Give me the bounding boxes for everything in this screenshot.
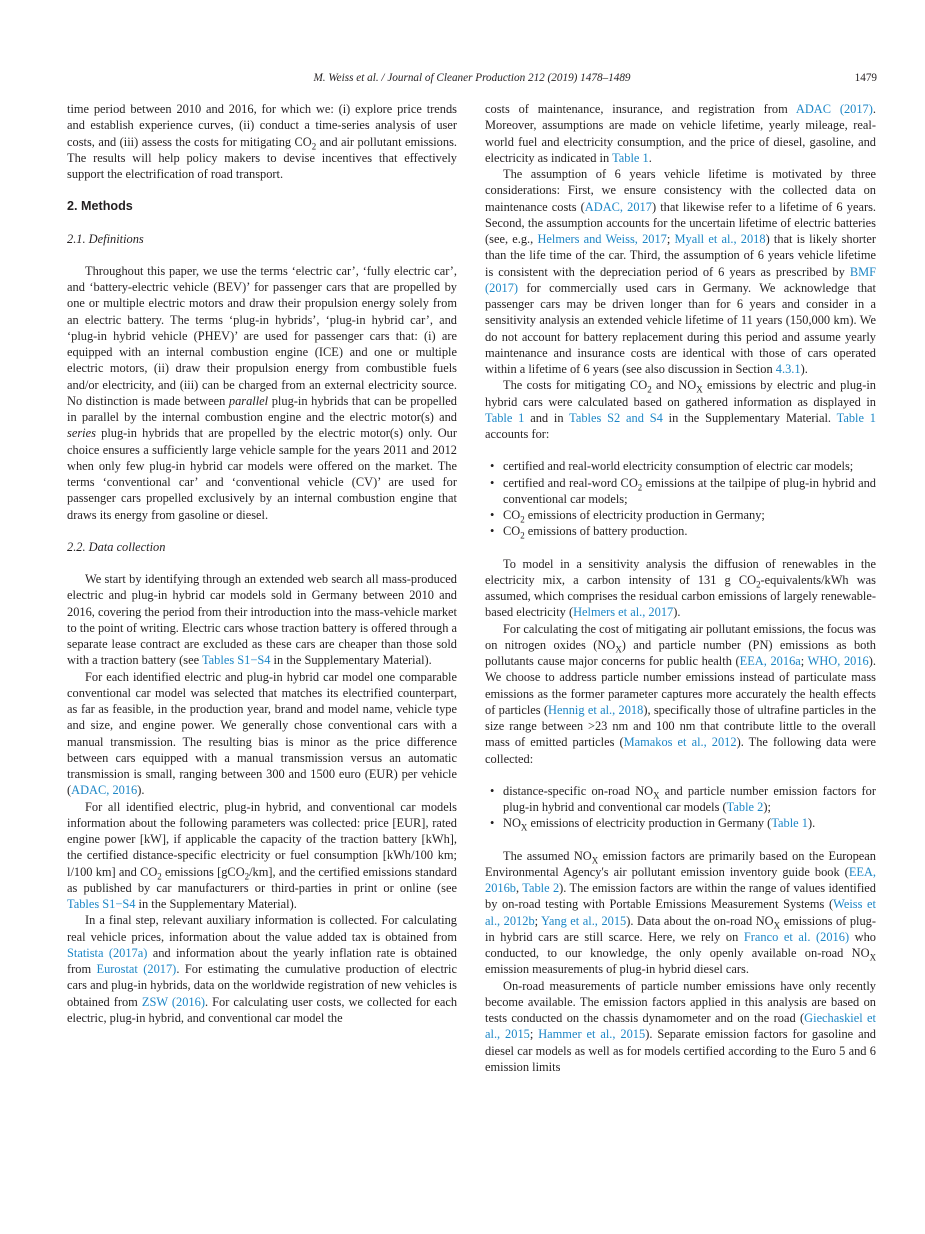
subsection-heading-definitions: 2.1. Definitions bbox=[67, 231, 144, 246]
link-myall-2018[interactable]: Myall et al., 2018 bbox=[674, 232, 766, 246]
list-item: • certified and real-word $CO_2$ emissions at the tailpipe of plug-in hybrid and conventional car models; bbox=[485, 475, 876, 508]
link-eea-2016b[interactable]: EEA, 2016b bbox=[485, 864, 876, 895]
link-eurostat-2017[interactable]: Eurostat (2017) bbox=[96, 962, 177, 976]
list-item: • distance-specific on-road $NO_X$ and particle number emission factors for plug-in hybrid and conventional car models (Table 2); bbox=[485, 783, 876, 816]
link-franco-2016[interactable]: Franco et al. (2016) bbox=[743, 929, 850, 944]
section-heading-methods: 2. Methods bbox=[67, 199, 133, 214]
subsection-heading-data-collection: 2.2. Data collection bbox=[67, 539, 166, 554]
link-giechaskiel-2015[interactable]: Giechaskiel et al., 2015 bbox=[485, 1011, 876, 1042]
link-adac-2017[interactable]: ADAC (2017) bbox=[795, 102, 873, 116]
link-table-1[interactable]: Table 1 bbox=[612, 150, 649, 165]
intro-paragraph: time period between 2010 and 2016, for which we: (i) explore price trends and establish experience curves, (ii) conduct a time-series analysis of user costs, and (iii) assess the costs for mitigating $CO_2$ and air pollutant emissions. The results will help policy makers to devise incentives that effectively support the electrification of road transport. bbox=[67, 102, 457, 181]
link-table-1[interactable]: Table 1 bbox=[485, 410, 525, 425]
link-table-1[interactable]: Table 1 bbox=[771, 816, 808, 831]
data-collection-paragraph-1: We start by identifying through an extended web search all mass-produced electric and plug-in hybrid car models sold in Germany between 2010 and 2016, covering the period from their introduction into the mass-vehicle market to the point of writing. Electric cars whose traction battery is offered through a separate lease contract are excluded as these cars are cheaper than those sold with a traction battery (see Tables S1−S4 in the Supplementary Material). bbox=[67, 572, 457, 668]
link-helmers-2017[interactable]: Helmers et al., 2017 bbox=[573, 605, 674, 620]
table1-items-list bbox=[485, 458, 876, 539]
link-table-1[interactable]: Table 1 bbox=[836, 410, 876, 425]
particle-number-paragraph: On-road measurements of particle number emissions have only recently become available. The emission factors applied in this analysis are based on tests conducted on the chassis dynamometer and on the road (Giechaskiel et al., 2015; Hammer et al., 2015). Separate emission factors for gasoline and diesel car models as well as for models certified according to the Euro 5 and 6 emission limits bbox=[485, 978, 876, 1074]
right-column bbox=[485, 101, 876, 1075]
renewables-paragraph: To model in a sensitivity analysis the diffusion of renewables in the electricity mix, a carbon intensity of 131 g $CO_2-equivalents$/kWh was assumed, which comprises the residual carbon emissions of largely renewable-based electricity (Helmers et al., 2017). bbox=[485, 556, 877, 620]
link-statista-2017a[interactable]: Statista (2017a) bbox=[67, 945, 148, 960]
air-pollutant-paragraph: For calculating the cost of mitigating air pollutant emissions, the focus was on nitrogen oxides $(NO_X)$ and particle number (PN) emissions as both pollutants cause major concerns for public health (EEA, 2016a; WHO, 2016). We choose to address particle number emissions instead of particulate mass emissions as the former parameter captures more accurately the health effects of particles (Hennig et al., 2018), specifically those of ultrafine particles in the size range between >23 nm and 100 nm that contribute little to the overall mass of emitted particles (Mamakos et al., 2012). The following data were collected: bbox=[485, 621, 876, 766]
link-adac-2016[interactable]: ADAC, 2016 bbox=[71, 783, 138, 798]
nox-factors-paragraph: The assumed $NO_X$ emission factors are primarily based on the European Environmental Agency's air pollutant emission inventory guide book (EEA, 2016b, Table 2). The emission factors are within the range of values identified by on-road testing with Portable Emissions Measurement Systems (Weiss et al., 2012b; Yang et al., 2015). Data about the on-road $NO_X$ emissions of plug-in hybrid cars are still scarce. Here, we rely on Franco et al. (2016) who conducted, to our knowledge, the only openly available on-road $NO_X$ emission measurements of plug-in hybrid diesel cars. bbox=[485, 848, 877, 977]
list-item: • $CO_2$ emissions of battery production. bbox=[485, 523, 876, 539]
link-table-2[interactable]: Table 2 bbox=[522, 881, 560, 895]
link-yang-2015[interactable]: Yang et al., 2015 bbox=[541, 913, 627, 928]
link-tables-s1-s4[interactable]: Tables S1−S4 bbox=[201, 653, 271, 668]
lifetime-paragraph: The assumption of 6 years vehicle lifetime is motivated by three considerations: First, we ensure consistency with the collected data on maintenance costs (ADAC, 2017) that likewise refer to a lifetime of 6 years. Second, the assumption accounts for the uncertain lifetime of electric batteries (see, e.g., Helmers and Weiss, 2017; Myall et al., 2018) that is likely shorter than the life time of the car. Third, the assumption of 6 years vehicle lifetime is consistent with the depreciation period of 6 years as prescribed by BMF (2017) for commercially used cars in Germany. We acknowledge that passenger cars may be driven longer than for 6 years and consider in a sensitivity analysis an extended vehicle lifetime of 11 years (150,000 km). We do not account for battery replacement during this period and assume yearly maintenance and insurance costs are identical with those of cars operated within a lifetime of 6 years (see also discussion in Section 4.3.1). bbox=[485, 167, 876, 376]
link-bmf-2017[interactable]: BMF (2017) bbox=[485, 264, 876, 295]
link-who-2016[interactable]: WHO, 2016 bbox=[807, 654, 869, 668]
page-number: 1479 bbox=[854, 72, 877, 84]
link-hennig-2018[interactable]: Hennig et al., 2018 bbox=[548, 702, 644, 717]
link-helmers-weiss-2017[interactable]: Helmers and Weiss, 2017 bbox=[537, 232, 667, 246]
list-item: • $CO_2$ emissions of electricity production in Germany; bbox=[485, 507, 876, 523]
definitions-paragraph: Throughout this paper, we use the terms ‘electric car’, ‘fully electric car’, and ‘battery-electric vehicle (BEV)’ for passenger cars that are propelled by one or multiple electric motors and draw their propulsion energy solely from an electric battery. The terms ‘plug-in hybrids’, ‘plug-in hybrid car’, and ‘plug-in hybrid vehicle (PHEV)’ are used for passenger cars that: (i) are equipped with an internal combustion engine (ICE) and one or multiple electric motors, (ii) draw their propulsion energy from combustible fuels and/or electricity, and (iii) can be charged from an external electricity source. No distinction is made between parallel plug-in hybrids that can be propelled in parallel by the internal combustion engine and the electric motor(s) and series plug-in hybrids that are propelled by the electric motor(s) only. Our choice ensures a sufficiently large vehicle sample for the years 2011 and 2012 when only few plug-in hybrid car models were offered on the market. The terms ‘conventional car’ and ‘conventional vehicle (CV)’ are used for passenger cars propelled exclusively by an internal combustion engine that draws its energy from gasoline or diesel. bbox=[67, 263, 457, 522]
link-tables-s2-s4[interactable]: Tables S2 and S4 bbox=[569, 410, 663, 425]
mitigation-paragraph: The costs for mitigating $CO_2$ and $NO_X$ emissions by electric and plug-in hybrid cars were calculated based on gathered information as displayed in Table 1 and in Tables S2 and S4 in the Supplementary Material. Table 1 accounts for: bbox=[485, 378, 876, 441]
link-eea-2016a[interactable]: EEA, 2016a bbox=[739, 654, 801, 668]
running-header bbox=[67, 72, 877, 88]
link-tables-s1-s4[interactable]: Tables S1−S4 bbox=[67, 897, 136, 911]
link-section-4-3-1[interactable]: 4.3.1 bbox=[775, 362, 801, 376]
link-zsw-2016[interactable]: ZSW (2016) bbox=[141, 994, 205, 1009]
link-weiss-2012b[interactable]: Weiss et al., 2012b bbox=[485, 897, 876, 928]
data-collection-paragraph-3: For all identified electric, plug-in hybrid, and conventional car models information about the following parameters was collected: price [EUR], rated engine power [kW], if applicable the capacity of the traction battery [kWh], the certified distance-specific electricity or fuel consumption [kWh/100 km; l/100 km] and $CO_2$ emissions [gCO$_2$/km], and the certified emissions standard as published by car manufacturers or third-parties in print or online (see Tables S1−S4 in the Supplementary Material). bbox=[67, 799, 458, 911]
link-hammer-2015[interactable]: Hammer et al., 2015 bbox=[538, 1027, 646, 1042]
collected-data-list bbox=[485, 783, 876, 832]
left-column bbox=[67, 101, 457, 1026]
list-item: • certified and real-world electricity consumption of electric car models; bbox=[485, 458, 876, 474]
data-collection-paragraph-2: For each identified electric and plug-in hybrid car model one comparable conventional car model was selected that matches its electrified counterpart, as far as feasible, in the production year, brand and model name, vehicle type and size, and engine power. We generally chose conventional cars with a manual transmission. The resulting bias is minor as the price difference between cars equipped with a manual transmission versus an automatic transmission is small, ranging between 300 and 1500 euro (EUR) per vehicle (ADAC, 2016). bbox=[67, 669, 457, 798]
journal-citation: M. Weiss et al. / Journal of Cleaner Production 212 (2019) 1478–1489 bbox=[313, 72, 631, 84]
link-table-2[interactable]: Table 2 bbox=[726, 800, 764, 814]
link-mamakos-2012[interactable]: Mamakos et al., 2012 bbox=[623, 735, 737, 750]
costs-paragraph: costs of maintenance, insurance, and registration from ADAC (2017). Moreover, assumptions are made on vehicle lifetime, yearly mileage, real-world fuel and electricity consumption, and the price of diesel, gasoline, and electricity as indicated in Table 1. bbox=[485, 102, 876, 165]
data-collection-paragraph-4: In a final step, relevant auxiliary information is collected. For calculating real vehicle prices, information about the value added tax is obtained from Statista (2017a) and information about the yearly inflation rate is obtained from Eurostat (2017). For estimating the cumulative production of electric cars and plug-in hybrids, data on the worldwide registration of new vehicles is obtained from ZSW (2016). For calculating user costs, we collected for each electric, plug-in hybrid, and conventional car model the bbox=[67, 913, 458, 1025]
link-adac-2017[interactable]: ADAC, 2017 bbox=[584, 199, 652, 214]
list-item: • $NO_X$ emissions of electricity production in Germany (Table 1). bbox=[485, 815, 876, 831]
